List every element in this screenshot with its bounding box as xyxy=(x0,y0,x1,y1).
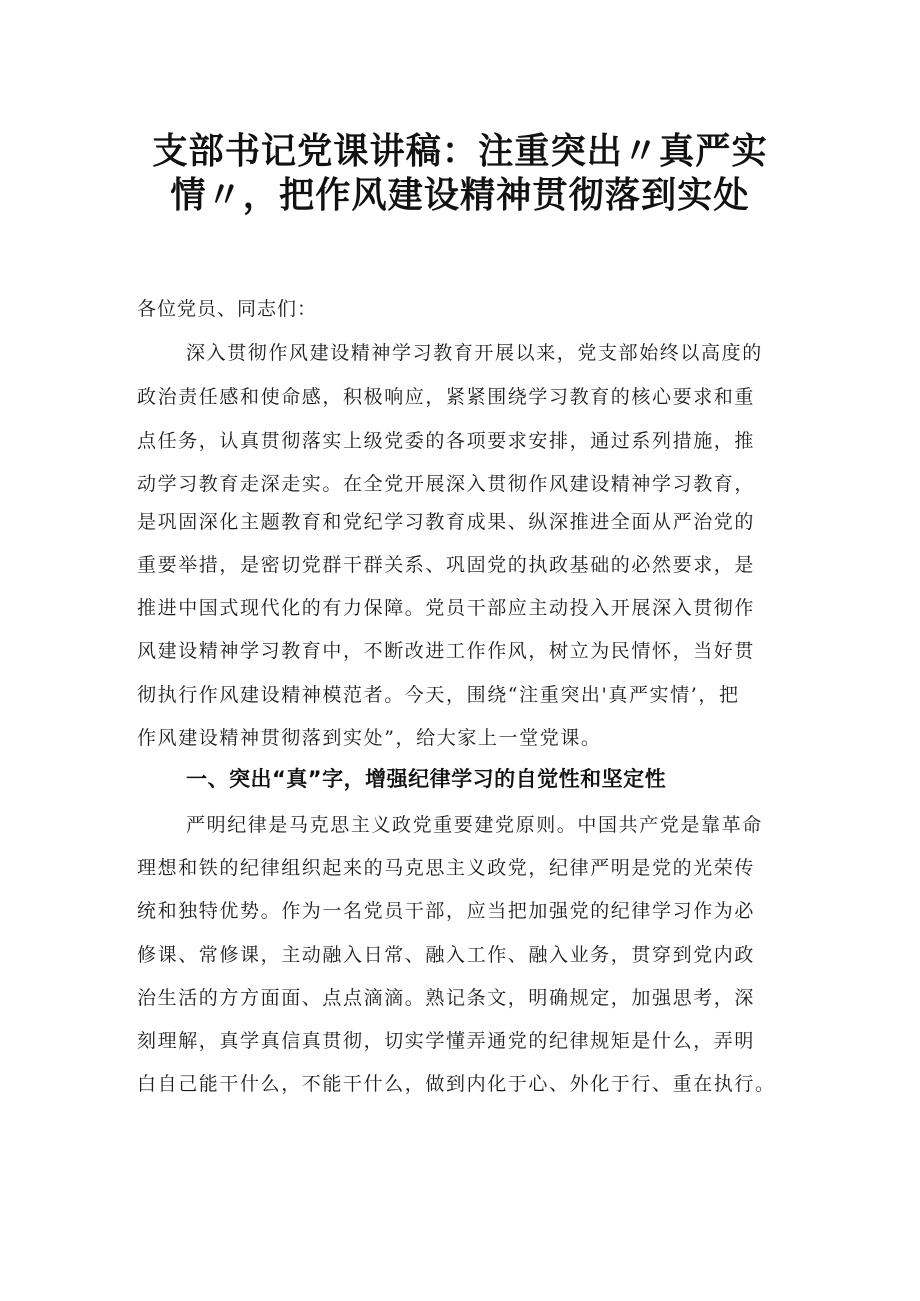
document-title-line-1: 支部书记党课讲稿：注重突出〃真严实 xyxy=(152,131,768,172)
section-1-heading: 一、突出“真”字，增强纪律学习的自觉性和坚定性 xyxy=(186,767,667,791)
intro-paragraph-line: 推进中国式现代化的有力保障。党员干部应主动投入开展深入贯彻作 xyxy=(137,597,756,619)
section-1-paragraph-line: 治生活的方方面面、点点滴滴。熟记条文，明确规定，加强思考，深 xyxy=(137,987,756,1009)
document-title-line-2: 情〃，把作风建设精神贯彻落到实处 xyxy=(170,175,750,216)
intro-paragraph-line: 是巩固深化主题教育和党纪学习教育成果、纵深推进全面从严治党的 xyxy=(137,511,756,533)
intro-paragraph-line: 彻执行作风建设精神模范者。今天，围绕“注重突出'真严实情’，把 xyxy=(137,684,740,706)
intro-paragraph-line: 深入贯彻作风建设精神学习教育开展以来，党支部始终以高度的 xyxy=(186,342,763,364)
intro-paragraph-line: 政治责任感和使命感，积极响应，紧紧围绕学习教育的核心要求和重 xyxy=(137,386,756,408)
section-1-paragraph-line: 修课、常修课，主动融入日常、融入工作、融入业务，贯穿到党内政 xyxy=(137,944,756,966)
intro-paragraph-line: 点任务，认真贯彻落实上级党委的各项要求安排，通过系列措施，推 xyxy=(137,430,756,452)
intro-paragraph-line: 动学习教育走深走实。在全党开展深入贯彻作风建设精神学习教育， xyxy=(137,473,756,495)
section-1-paragraph-line: 白自己能干什么，不能干什么，做到内化于心、外化于行、重在执行。 xyxy=(137,1073,776,1095)
salutation: 各位党员、同志们： xyxy=(137,298,318,320)
section-1-paragraph-line: 统和独特优势。作为一名党员干部，应当把加强党的纪律学习作为必 xyxy=(137,900,756,922)
section-1-paragraph-line: 刻理解，真学真信真贯彻，切实学懂弄通党的纪律规矩是什么，弄明 xyxy=(137,1030,756,1052)
section-1-paragraph-line: 严明纪律是马克思主义政党重要建党原则。中国共产党是靠革命 xyxy=(186,814,763,836)
intro-paragraph-line: 重要举措，是密切党群干群关系、巩固党的执政基础的必然要求，是 xyxy=(137,554,756,576)
section-1-paragraph-line: 理想和铁的纪律组织起来的马克思主义政党，纪律严明是党的光荣传 xyxy=(137,857,756,879)
intro-paragraph-line: 作风建设精神贯彻落到实处”，给大家上一堂党课。 xyxy=(137,727,602,749)
intro-paragraph-line: 风建设精神学习教育中，不断改进工作作风，树立为民情怀，当好贯 xyxy=(137,640,756,662)
